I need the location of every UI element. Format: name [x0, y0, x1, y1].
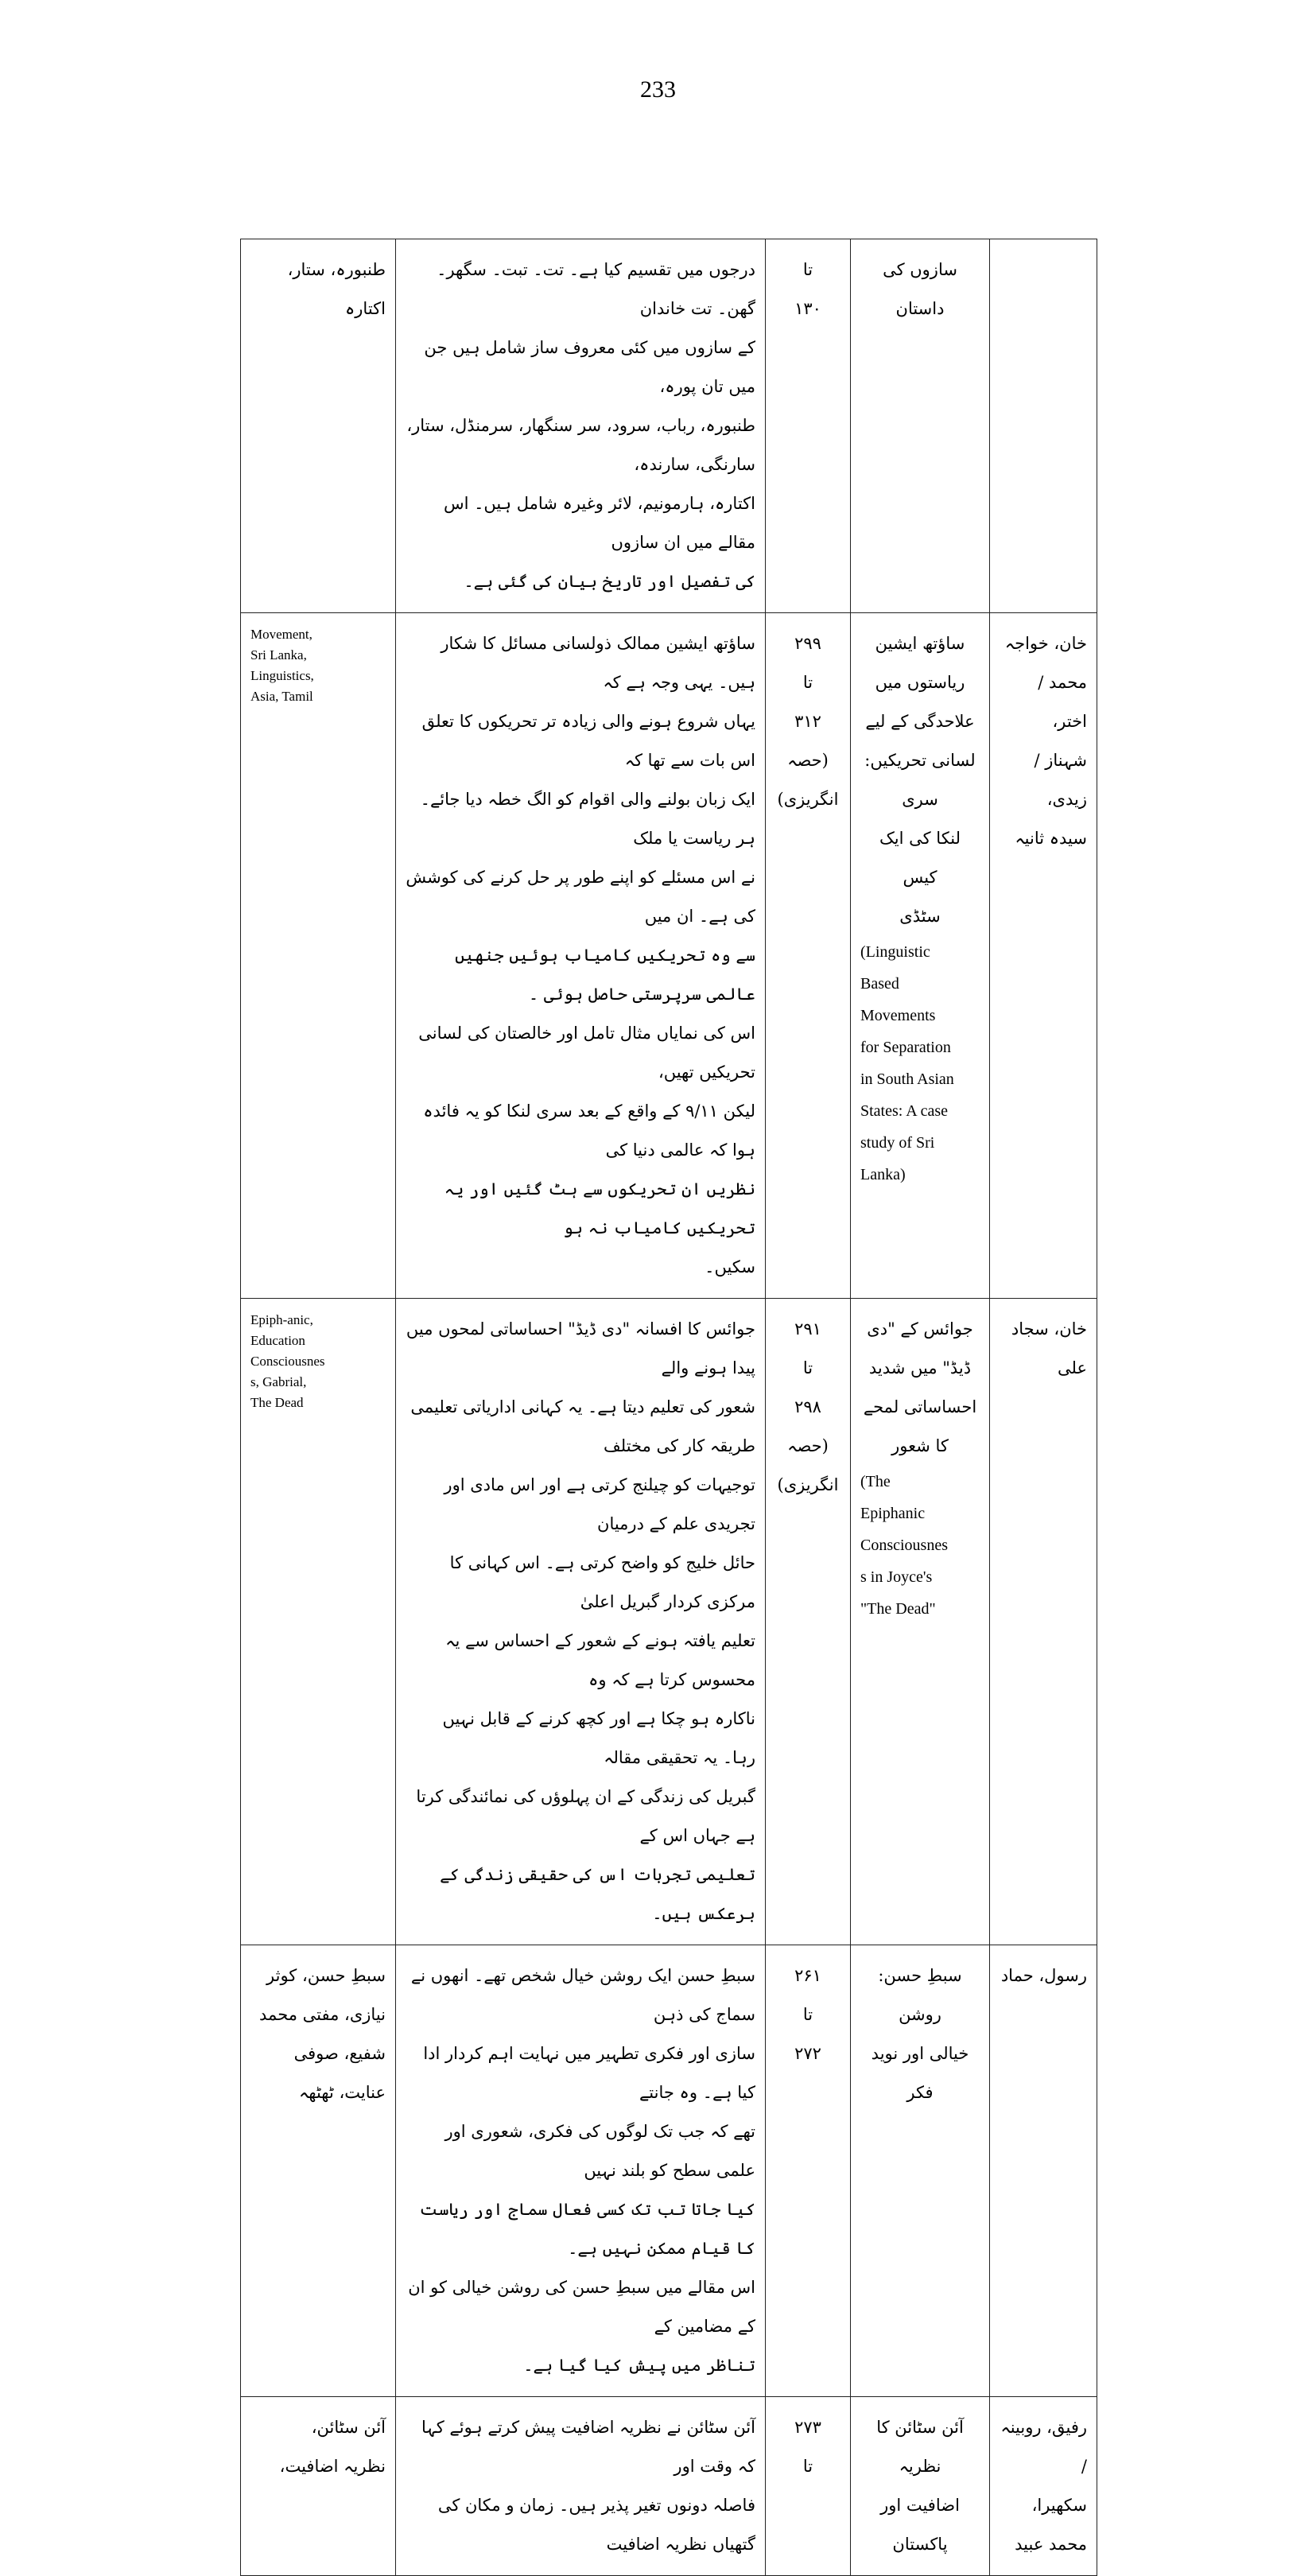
- title-line: جوائس کے "دی: [867, 1319, 973, 1339]
- abstract-line: ایک زبان بولنے والی اقوام کو الگ خطہ دیا جائے۔ ہر ریاست یا ملک: [420, 790, 755, 848]
- title-english-line: for Separation: [860, 1039, 951, 1056]
- abstract-line: لیکن ۹/۱۱ کے واقع کے بعد سری لنکا کو یہ فائدہ ہوا کہ عالمی دنیا کی: [423, 1102, 755, 1160]
- title-cell: [851, 613, 990, 1299]
- title-line: اضافیت اور پاکستان: [880, 2496, 960, 2554]
- page-range-line: تا: [802, 2005, 813, 2024]
- title-line: احساساتی لمحے کا شعور: [863, 1397, 977, 1455]
- author-line: محمد / اختر،: [1038, 673, 1087, 731]
- table-body: [241, 239, 1097, 2576]
- abstract-line: درجوں میں تقسیم کیا ہے۔ تت۔ تبت۔ سگھر۔ گھن۔ تت خاندان: [437, 260, 755, 318]
- keyword-line: Epiph-anic,: [250, 1312, 313, 1327]
- pages-cell: [766, 2397, 851, 2576]
- abstract-line: کے سازوں میں کئی معروف ساز شامل ہیں جن میں تان پورہ،: [424, 338, 755, 396]
- keyword-line: Consciousnes: [250, 1354, 325, 1369]
- abstract-line: تھے کہ جب تک لوگوں کی فکری، شعوری اور علمی سطح کو بلند نہیں: [444, 2122, 755, 2180]
- title-english-line: (The: [860, 1473, 891, 1490]
- title-english-line: s in Joyce's: [860, 1568, 933, 1586]
- abstract-line: تناظر میں پیش کیا گیا ہے۔: [523, 2356, 755, 2375]
- author-cell: [990, 613, 1097, 1299]
- page-range-line: ۲۹۸: [794, 1397, 821, 1416]
- author-cell: [990, 2397, 1097, 2576]
- abstract-line: تعلیمی تجربات اس کی حقیقی زندگی کے برعکس ہیں۔: [440, 1865, 755, 1923]
- page-range-line: تا: [802, 260, 813, 279]
- pages-cell: [766, 1945, 851, 2397]
- title-line: ڈیڈ" میں شدید: [868, 1358, 972, 1377]
- keywords-cell: [241, 1945, 396, 2397]
- abstract-line: کیا جاتا تب تک کسی فعال سماج اور ریاست کا قیام ممکن نہیں ہے۔: [419, 2200, 755, 2258]
- abstract-cell: [396, 613, 766, 1299]
- keyword-line: اکتارہ: [344, 299, 386, 318]
- page-range-line: تا: [802, 1358, 813, 1377]
- title-english-line: Movements: [860, 1007, 936, 1024]
- article-index-table: [240, 239, 1097, 2576]
- keyword-line: سبطِ حسن، کوثر: [266, 1966, 386, 1985]
- author-cell: [990, 1299, 1097, 1945]
- abstract-line: نظریں ان تحریکوں سے ہٹ گئیں اور یہ تحریکیں کامیاب نہ ہو: [444, 1179, 755, 1237]
- author-line: رسول، حماد: [1000, 1966, 1087, 1985]
- title-line: علاحدگی کے لیے: [865, 712, 975, 731]
- page-range-line: انگریزی): [777, 1475, 839, 1494]
- abstract-line: نے اس مسئلے کو اپنے طور پر حل کرنے کی کوشش کی ہے۔ ان میں: [406, 868, 755, 926]
- table-row: [241, 613, 1097, 1299]
- page-range-line: ۲۹۱: [794, 1319, 821, 1339]
- abstract-line: یہاں شروع ہونے والی زیادہ تر تحریکوں کا تعلق اس بات سے تھا کہ: [421, 712, 755, 770]
- abstract-cell: [396, 2397, 766, 2576]
- table-row: [241, 1299, 1097, 1945]
- pages-cell: [766, 613, 851, 1299]
- title-line: لسانی تحریکیں: سری: [864, 751, 976, 809]
- table-row: [241, 239, 1097, 613]
- page-range-line: ۳۱۲: [794, 712, 821, 731]
- author-line: شہناز / زیدی،: [1034, 751, 1087, 809]
- keywords-cell: [241, 2397, 396, 2576]
- title-english-line: Lanka): [860, 1166, 906, 1183]
- title-english-line: study of Sri: [860, 1134, 935, 1152]
- abstract-line: طنبورہ، رباب، سرود، سر سنگھار، سرمنڈل، ستار، سارنگی، سارندہ،: [406, 416, 755, 474]
- title-line: ساؤتھ ایشین: [875, 634, 965, 653]
- title-line: سازوں کی داستان: [883, 260, 957, 318]
- title-cell: [851, 2397, 990, 2576]
- author-line: خان، خواجہ: [1004, 634, 1087, 653]
- abstract-line: توجیہات کو چیلنج کرتی ہے اور اس مادی اور تجریدی علم کے درمیان: [444, 1475, 755, 1533]
- page-range-line: ۲۹۹: [794, 634, 821, 653]
- page-range-line: انگریزی): [777, 790, 839, 809]
- title-english-line: Consciousnes: [860, 1537, 948, 1554]
- abstract-line: اکتارہ، ہارمونیم، لائر وغیرہ شامل ہیں۔ اس مقالے میں ان سازوں: [443, 494, 755, 552]
- abstract-line: آئن سٹائن نے نظریہ اضافیت پیش کرتے ہوئے کہا کہ وقت اور: [421, 2418, 755, 2476]
- title-english-line: Epiphanic: [860, 1505, 926, 1522]
- page-range-line: تا: [802, 2457, 813, 2476]
- keyword-line: Sri Lanka,: [250, 647, 307, 662]
- title-english-line: Based: [860, 975, 899, 993]
- keyword-line: شفیع، صوفی: [293, 2044, 386, 2063]
- abstract-line: اس کی نمایاں مثال تامل اور خالصتان کی لسانی تحریکیں تھیں،: [418, 1024, 755, 1082]
- keyword-line: s, Gabrial,: [250, 1374, 307, 1389]
- page-range-line: ۲۷۲: [794, 2044, 821, 2063]
- abstract-line: ناکارہ ہو چکا ہے اور کچھ کرنے کے قابل نہیں رہا۔ یہ تحقیقی مقالہ: [442, 1709, 755, 1767]
- title-line: لنکا کی ایک کیس: [879, 829, 961, 887]
- title-cell: [851, 1945, 990, 2397]
- keyword-line: عنایت، ٹھٹھہ: [298, 2083, 386, 2102]
- pages-cell: [766, 1299, 851, 1945]
- abstract-line: سازی اور فکری تطہیر میں نہایت اہم کردار ادا کیا ہے۔ وہ جانتے: [423, 2044, 755, 2102]
- title-line: سبطِ حسن: روشن: [878, 1966, 962, 2024]
- abstract-line: گبریل کی زندگی کے ان پہلوؤں کی نمائندگی کرتا ہے جہاں اس کے: [416, 1787, 755, 1845]
- abstract-line: حائل خلیج کو واضح کرتی ہے۔ اس کہانی کا مرکزی کردار گبریل اعلیٰ: [449, 1553, 755, 1611]
- title-english-line: (Linguistic: [860, 943, 930, 961]
- abstract-line: سکیں۔: [705, 1257, 755, 1276]
- title-cell: [851, 1299, 990, 1945]
- abstract-line: سبطِ حسن ایک روشن خیال شخص تھے۔ انھوں نے سماج کی ذہن: [410, 1966, 755, 2024]
- author-line: سکھیرا، محمد عبید: [1015, 2496, 1087, 2554]
- title-cell: [851, 239, 990, 613]
- author-line: خان، سجاد علی: [1011, 1319, 1087, 1377]
- keyword-line: Movement,: [250, 627, 313, 642]
- keyword-line: Education: [250, 1333, 305, 1348]
- keyword-line: نظریہ اضافیت،: [279, 2457, 386, 2476]
- abstract-line: تعلیم یافتہ ہونے کے شعور کے احساس سے یہ محسوس کرتا ہے کہ وہ: [445, 1631, 755, 1689]
- keyword-line: Linguistics,: [250, 668, 314, 683]
- title-line: خیالی اور نوید فکر: [871, 2044, 969, 2102]
- title-line: آئن سٹائن کا نظریہ: [876, 2418, 964, 2476]
- abstract-cell: [396, 239, 766, 613]
- keywords-cell: [241, 1299, 396, 1945]
- author-line: سیدہ ثانیہ: [1015, 829, 1087, 848]
- keywords-cell: [241, 613, 396, 1299]
- abstract-line: سے وہ تحریکیں کامیاب ہوئیں جنھیں عالمی سرپرستی حاصل ہوئی ۔: [455, 946, 755, 1004]
- keyword-line: نیازی، مفتی محمد: [259, 2005, 386, 2024]
- abstract-line: اس مقالے میں سبطِ حسن کی روشن خیالی کو ان کے مضامین کے: [408, 2278, 755, 2336]
- title-english-line: "The Dead": [860, 1600, 936, 1618]
- page-range-line: ۲۶۱: [794, 1966, 821, 1985]
- page-range-line: (حصہ: [787, 1436, 829, 1455]
- title-english-line: States: A case: [860, 1102, 948, 1120]
- title-line: ریاستوں میں: [875, 673, 965, 692]
- author-line: رفیق، روبینہ /: [1000, 2418, 1087, 2476]
- abstract-cell: [396, 1299, 766, 1945]
- abstract-cell: [396, 1945, 766, 2397]
- abstract-line: شعور کی تعلیم دیتا ہے۔ یہ کہانی اداریاتی تعلیمی طریقہ کار کی مختلف: [410, 1397, 755, 1455]
- keyword-line: Asia, Tamil: [250, 689, 313, 704]
- keyword-line: The Dead: [250, 1395, 304, 1410]
- page-range-line: ۱۳۰: [794, 299, 821, 318]
- table-row: [241, 2397, 1097, 2576]
- page-number: 233: [640, 76, 676, 103]
- keyword-line: آئن سٹائن،: [311, 2418, 386, 2437]
- page-range-line: (حصہ: [787, 751, 829, 770]
- page-range-line: تا: [802, 673, 813, 692]
- title-english-line: in South Asian: [860, 1070, 954, 1088]
- page-range-line: ۲۷۳: [794, 2418, 821, 2437]
- keywords-cell: [241, 239, 396, 613]
- abstract-line: جوائس کا افسانہ "دی ڈیڈ" احساساتی لمحوں میں پیدا ہونے والے: [406, 1319, 755, 1377]
- abstract-line: فاصلہ دونوں تغیر پذیر ہیں۔ زمان و مکان کی گتھیاں نظریہ اضافیت: [437, 2496, 755, 2554]
- abstract-line: ساؤتھ ایشین ممالک ذولسانی مسائل کا شکار ہیں۔ یہی وجہ ہے کہ: [441, 634, 755, 692]
- table-row: [241, 1945, 1097, 2397]
- author-cell: [990, 239, 1097, 613]
- keyword-line: طنبورہ، ستار،: [287, 260, 386, 279]
- author-cell: [990, 1945, 1097, 2397]
- pages-cell: [766, 239, 851, 613]
- title-line: سٹڈی: [899, 907, 941, 926]
- abstract-line: کی تفصیل اور تاریخ بیان کی گئی ہے۔: [464, 572, 755, 591]
